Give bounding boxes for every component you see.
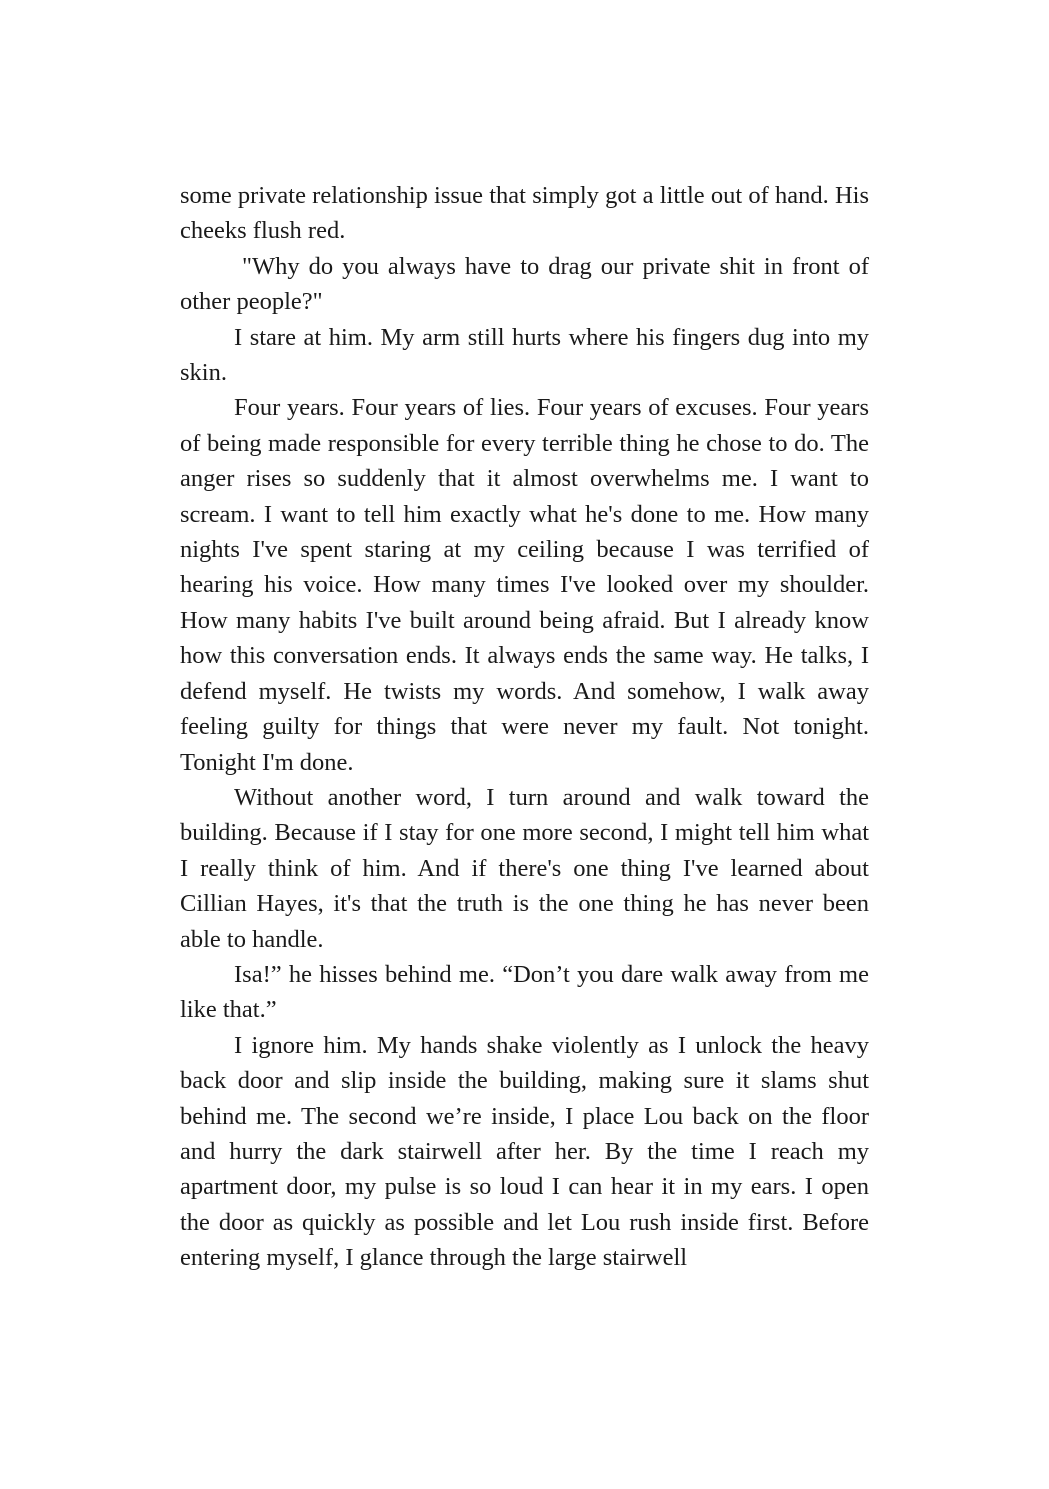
paragraph-3: I stare at him. My arm still hurts where his fingers dug into my skin. — [180, 323, 869, 387]
paragraph-2: "Why do you always have to drag our private shit in front of other people?" — [180, 252, 869, 316]
paragraph-1: some private relationship issue that simply got a little out of hand. His cheeks flush red. — [180, 182, 869, 245]
paragraph-4: Four years. Four years of lies. Four years of excuses. Four years of being made responsible for every terrible thing he chose to do. The anger rises so suddenly that it almost overwhelms me. I want to scream. I want to tell him exactly what he's done to me. How many nights I've spent staring at my ceiling because I was terrified of hearing his voice. How many times I've looked over my shoulder. How many habits I've built around being afraid. But I already know how this conversation ends. It always ends the same way. He talks, I defend myself. He twists my words. And somehow, I walk away feeling guilty for things that were never my fault. Not tonight. Tonight I'm done. — [180, 394, 869, 776]
paragraph-7: I ignore him. My hands shake violently as I unlock the heavy back door and slip inside the building, making sure it slams shut behind me. The second we’re inside, I place Lou back on the floor and hurry the dark stairwell after her. By the time I reach my apartment door, my pulse is so loud I can hear it in my ears. I open the door as quickly as possible and let Lou rush inside first. Before entering myself, I glance through the large stairwell — [180, 1031, 869, 1272]
page-body — [180, 178, 869, 1276]
paragraph-5: Without another word, I turn around and walk toward the building. Because if I stay for one more second, I might tell him what I really think of him. And if there's one thing I've learned about Cillian Hayes, it's that the truth is the one thing he has never been able to handle. — [180, 783, 869, 953]
paragraph-6: Isa!” he hisses behind me. “Don’t you dare walk away from me like that.” — [180, 960, 869, 1024]
